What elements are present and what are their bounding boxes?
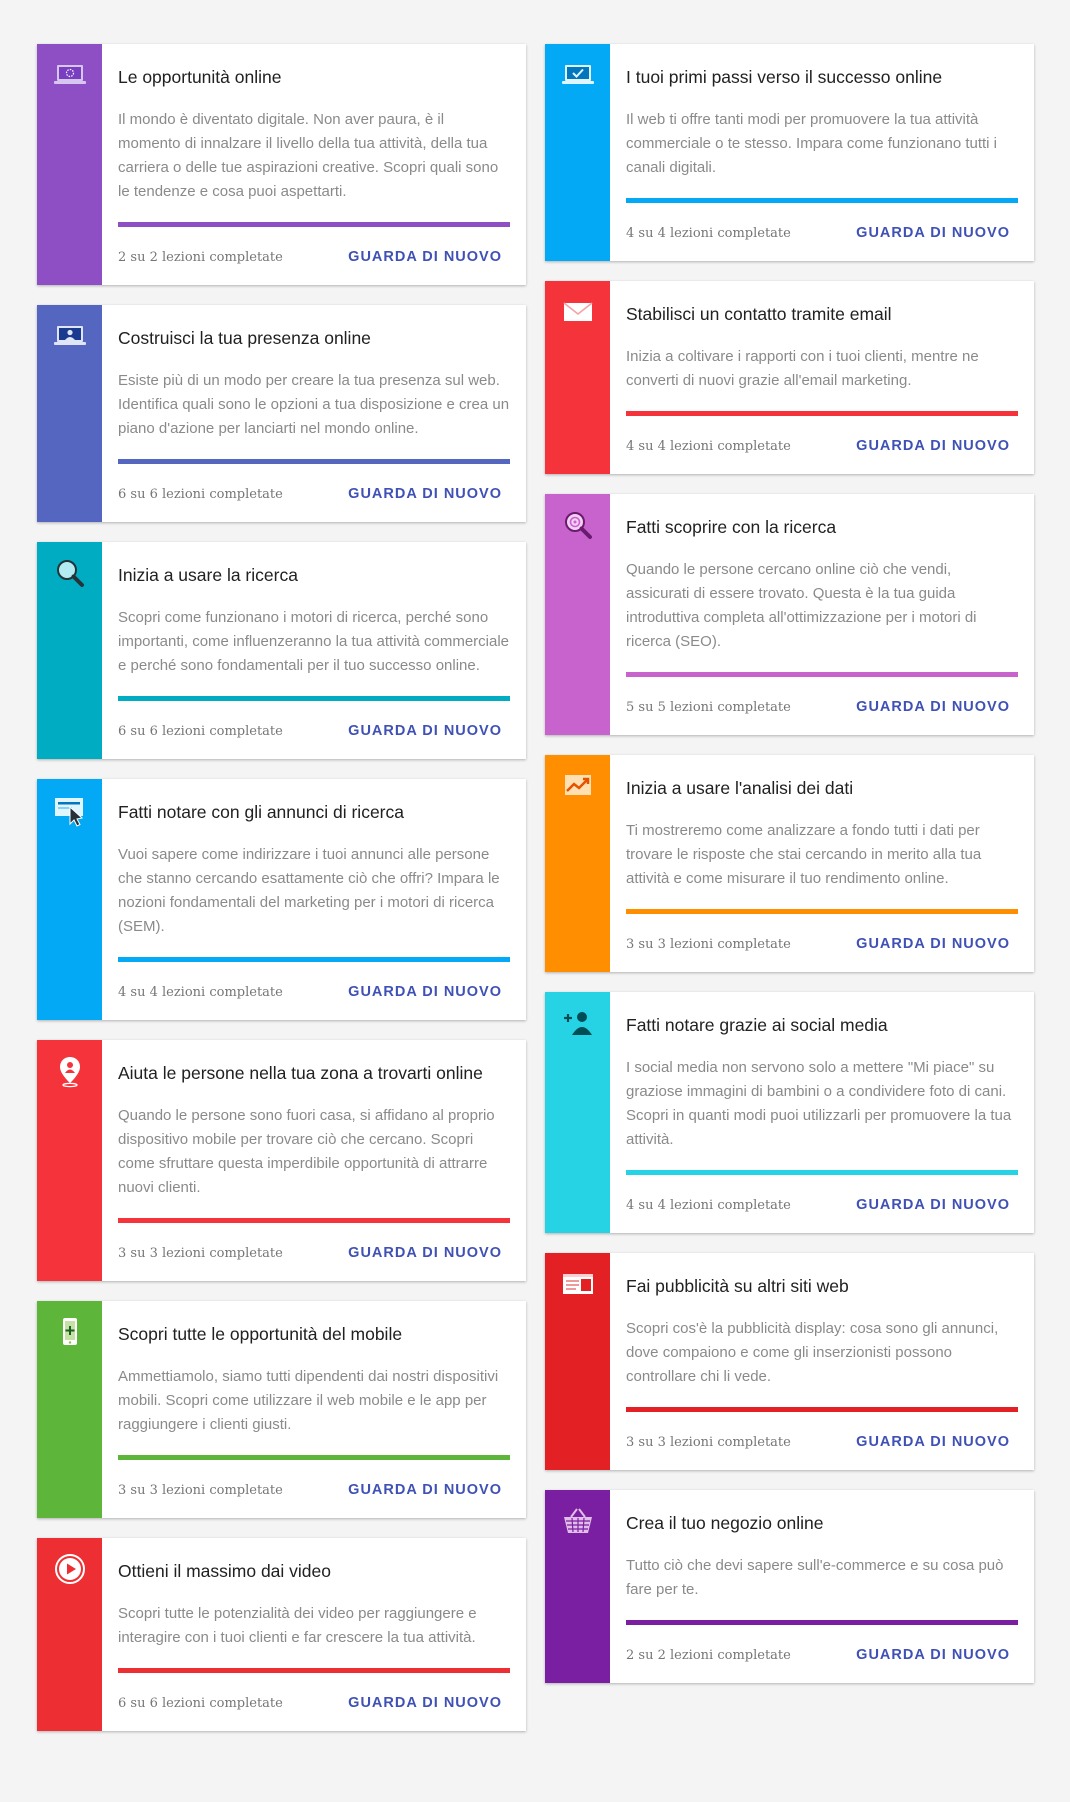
- card-footer: [118, 1695, 510, 1711]
- card-body: [102, 1040, 526, 1281]
- card-body: [610, 1253, 1034, 1470]
- course-card: [545, 1490, 1034, 1683]
- progress-bar: [118, 1218, 510, 1223]
- mobile-plus-icon: [53, 1315, 87, 1349]
- watch-again-button[interactable]: GUARDA DI NUOVO: [856, 699, 1010, 715]
- card-body: [610, 494, 1034, 735]
- card-color-strip: [37, 1040, 102, 1281]
- magnifier-icon: [53, 556, 87, 590]
- card-footer: [118, 249, 510, 265]
- lessons-completed: 6 su 6 lezioni completate: [118, 486, 283, 502]
- lessons-completed: 6 su 6 lezioni completate: [118, 723, 283, 739]
- course-card: [37, 542, 526, 759]
- lessons-completed: 5 su 5 lezioni completate: [626, 699, 791, 715]
- card-color-strip: [37, 44, 102, 285]
- card-color-strip: [37, 1538, 102, 1731]
- card-footer: [118, 1245, 510, 1261]
- course-title: Crea il tuo negozio online: [626, 1513, 824, 1533]
- progress-bar: [118, 459, 510, 464]
- card-color-strip: [37, 305, 102, 522]
- card-color-strip: [545, 992, 610, 1233]
- course-description: Scopri cos'è la pubblicità display: cosa sono gli annunci, dove compaiono e come gli inserzionisti possono controllare chi li vede.: [626, 1320, 999, 1385]
- course-description: Quando le persone sono fuori casa, si affidano al proprio dispositivo mobile per trovare ciò che cercano. Scopri come sfruttare questa imperdibile opportunità di attrarre nuovi clienti.: [118, 1107, 495, 1196]
- card-color-strip: [545, 494, 610, 735]
- watch-again-button[interactable]: GUARDA DI NUOVO: [856, 1197, 1010, 1213]
- card-color-strip: [545, 1253, 610, 1470]
- trend-chart-icon: [561, 769, 595, 803]
- course-title: Fatti notare grazie ai social media: [626, 1015, 888, 1035]
- ad-cursor-icon: [53, 793, 87, 827]
- right-column: [545, 44, 1034, 1703]
- course-title: Ottieni il massimo dai video: [118, 1561, 331, 1581]
- course-title: Costruisci la tua presenza online: [118, 328, 371, 348]
- watch-again-button[interactable]: GUARDA DI NUOVO: [348, 249, 502, 265]
- course-description: Inizia a coltivare i rapporti con i tuoi clienti, mentre ne converti di nuovi grazie all'email marketing.: [626, 348, 979, 389]
- card-body: [102, 44, 526, 285]
- location-pin-icon: [53, 1054, 87, 1088]
- progress-bar: [118, 957, 510, 962]
- progress-bar: [626, 411, 1018, 416]
- card-footer: [118, 486, 510, 502]
- card-body: [610, 44, 1034, 261]
- card-color-strip: [545, 755, 610, 972]
- watch-again-button[interactable]: GUARDA DI NUOVO: [348, 1245, 502, 1261]
- course-card: [37, 305, 526, 522]
- watch-again-button[interactable]: GUARDA DI NUOVO: [348, 1482, 502, 1498]
- lessons-completed: 4 su 4 lezioni completate: [626, 1197, 791, 1213]
- shopping-basket-icon: [561, 1504, 595, 1538]
- play-icon: [53, 1552, 87, 1586]
- course-description: I social media non servono solo a mettere "Mi piace" su graziose immagini di bambini o a condividere foto di cani. Scopri in quanti modi puoi utilizzarli per promuovere la tua attività.: [626, 1059, 1012, 1148]
- display-ad-icon: [561, 1267, 595, 1301]
- progress-bar: [626, 909, 1018, 914]
- envelope-icon: [561, 295, 595, 329]
- lessons-completed: 3 su 3 lezioni completate: [626, 936, 791, 952]
- lessons-completed: 3 su 3 lezioni completate: [118, 1482, 283, 1498]
- course-description: Tutto ciò che devi sapere sull'e-commerce e su cosa può fare per te.: [626, 1557, 1004, 1598]
- course-title: Fatti notare con gli annunci di ricerca: [118, 802, 404, 822]
- lessons-completed: 6 su 6 lezioni completate: [118, 1695, 283, 1711]
- course-card: [545, 494, 1034, 735]
- course-title: Aiuta le persone nella tua zona a trovarti online: [118, 1063, 483, 1083]
- course-card: [37, 1301, 526, 1518]
- laptop-person-icon: [53, 319, 87, 353]
- card-body: [610, 1490, 1034, 1683]
- course-title: I tuoi primi passi verso il successo online: [626, 67, 943, 87]
- card-footer: [118, 1482, 510, 1498]
- course-card: [37, 44, 526, 285]
- watch-again-button[interactable]: GUARDA DI NUOVO: [348, 1695, 502, 1711]
- lessons-completed: 3 su 3 lezioni completate: [626, 1434, 791, 1450]
- card-color-strip: [545, 281, 610, 474]
- course-card: [545, 44, 1034, 261]
- card-body: [610, 992, 1034, 1233]
- card-body: [102, 542, 526, 759]
- course-title: Fatti scoprire con la ricerca: [626, 517, 837, 537]
- course-title: Inizia a usare l'analisi dei dati: [626, 778, 854, 798]
- progress-bar: [118, 696, 510, 701]
- watch-again-button[interactable]: GUARDA DI NUOVO: [348, 723, 502, 739]
- watch-again-button[interactable]: GUARDA DI NUOVO: [856, 1434, 1010, 1450]
- search-target-icon: [561, 508, 595, 542]
- card-color-strip: [37, 779, 102, 1020]
- lessons-completed: 2 su 2 lezioni completate: [118, 249, 283, 265]
- course-card: [37, 779, 526, 1020]
- course-title: Fai pubblicità su altri siti web: [626, 1276, 849, 1296]
- course-description: Quando le persone cercano online ciò che vendi, assicurati di essere trovato. Questa è la tua guida introduttiva completa all'ottimizzazione per i motori di ricerca (SEO).: [626, 561, 977, 650]
- course-description: Il web ti offre tanti modi per promuovere la tua attività commerciale o te stesso. Impara come funzionano tutti i canali digitali.: [626, 111, 998, 176]
- card-footer: [626, 1197, 1018, 1213]
- lessons-completed: 4 su 4 lezioni completate: [626, 438, 791, 454]
- course-description: Esiste più di un modo per creare la tua presenza sul web. Identifica quali sono le opzioni a tua disposizione e crea un piano d'azione per lanciarti nel mondo online.: [118, 372, 510, 437]
- course-title: Stabilisci un contatto tramite email: [626, 304, 892, 324]
- course-description: Scopri come funzionano i motori di ricerca, perché sono importanti, come influenzeranno la tua attività commerciale e perché sono fondamentali per il tuo successo online.: [118, 609, 510, 674]
- lessons-completed: 3 su 3 lezioni completate: [118, 1245, 283, 1261]
- card-color-strip: [545, 44, 610, 261]
- course-description: Ti mostreremo come analizzare a fondo tutti i dati per trovare le risposte che stai cercando in merito alla tua attività e come misurare il tuo rendimento online.: [626, 822, 982, 887]
- card-body: [102, 1301, 526, 1518]
- card-footer: [626, 438, 1018, 454]
- course-card: [37, 1040, 526, 1281]
- card-body: [102, 779, 526, 1020]
- course-description: Il mondo è diventato digitale. Non aver paura, è il momento di innalzare il livello della tua attività, della tua carriera o delle tue aspirazioni creative. Scopri quali sono le tendenze e cosa puoi aspettarti.: [118, 111, 499, 200]
- course-card: [545, 281, 1034, 474]
- course-card: [545, 755, 1034, 972]
- card-body: [102, 305, 526, 522]
- card-footer: [118, 984, 510, 1000]
- lessons-completed: 2 su 2 lezioni completate: [626, 1647, 791, 1663]
- course-description: Ammettiamolo, siamo tutti dipendenti dai nostri dispositivi mobili. Scopri come utilizzare il web mobile e le app per raggiungere i clienti giusti.: [118, 1368, 499, 1433]
- card-footer: [626, 1434, 1018, 1450]
- watch-again-button[interactable]: GUARDA DI NUOVO: [348, 486, 502, 502]
- card-footer: [118, 723, 510, 739]
- course-card: [545, 992, 1034, 1233]
- course-title: Inizia a usare la ricerca: [118, 565, 298, 585]
- card-footer: [626, 699, 1018, 715]
- card-footer: [626, 225, 1018, 241]
- progress-bar: [626, 198, 1018, 203]
- card-body: [102, 1538, 526, 1731]
- progress-bar: [118, 1668, 510, 1673]
- card-footer: [626, 936, 1018, 952]
- course-title: Le opportunità online: [118, 67, 282, 87]
- course-card: [545, 1253, 1034, 1470]
- card-color-strip: [545, 1490, 610, 1683]
- course-card: [37, 1538, 526, 1731]
- progress-bar: [626, 1407, 1018, 1412]
- watch-again-button[interactable]: GUARDA DI NUOVO: [856, 438, 1010, 454]
- card-color-strip: [37, 542, 102, 759]
- card-body: [610, 755, 1034, 972]
- progress-bar: [626, 1170, 1018, 1175]
- card-color-strip: [37, 1301, 102, 1518]
- card-footer: [626, 1647, 1018, 1663]
- progress-bar: [118, 222, 510, 227]
- course-title: Scopri tutte le opportunità del mobile: [118, 1324, 403, 1344]
- watch-again-button[interactable]: GUARDA DI NUOVO: [348, 984, 502, 1000]
- add-person-icon: [561, 1006, 595, 1040]
- watch-again-button[interactable]: GUARDA DI NUOVO: [856, 936, 1010, 952]
- lessons-completed: 4 su 4 lezioni completate: [626, 225, 791, 241]
- progress-bar: [118, 1455, 510, 1460]
- progress-bar: [626, 672, 1018, 677]
- watch-again-button[interactable]: GUARDA DI NUOVO: [856, 1647, 1010, 1663]
- laptop-check-icon: [561, 58, 595, 92]
- laptop-loading-icon: [53, 58, 87, 92]
- course-description: Scopri tutte le potenzialità dei video per raggiungere e interagire con i tuoi clienti e far crescere la tua attività.: [118, 1605, 477, 1646]
- left-column: [37, 44, 526, 1751]
- lessons-completed: 4 su 4 lezioni completate: [118, 984, 283, 1000]
- course-description: Vuoi sapere come indirizzare i tuoi annunci alle persone che stanno cercando esattamente ciò che offri? Impara le nozioni fondamentali del marketing per i motori di ricerca (SEM).: [118, 846, 500, 935]
- progress-bar: [626, 1620, 1018, 1625]
- watch-again-button[interactable]: GUARDA DI NUOVO: [856, 225, 1010, 241]
- card-body: [610, 281, 1034, 474]
